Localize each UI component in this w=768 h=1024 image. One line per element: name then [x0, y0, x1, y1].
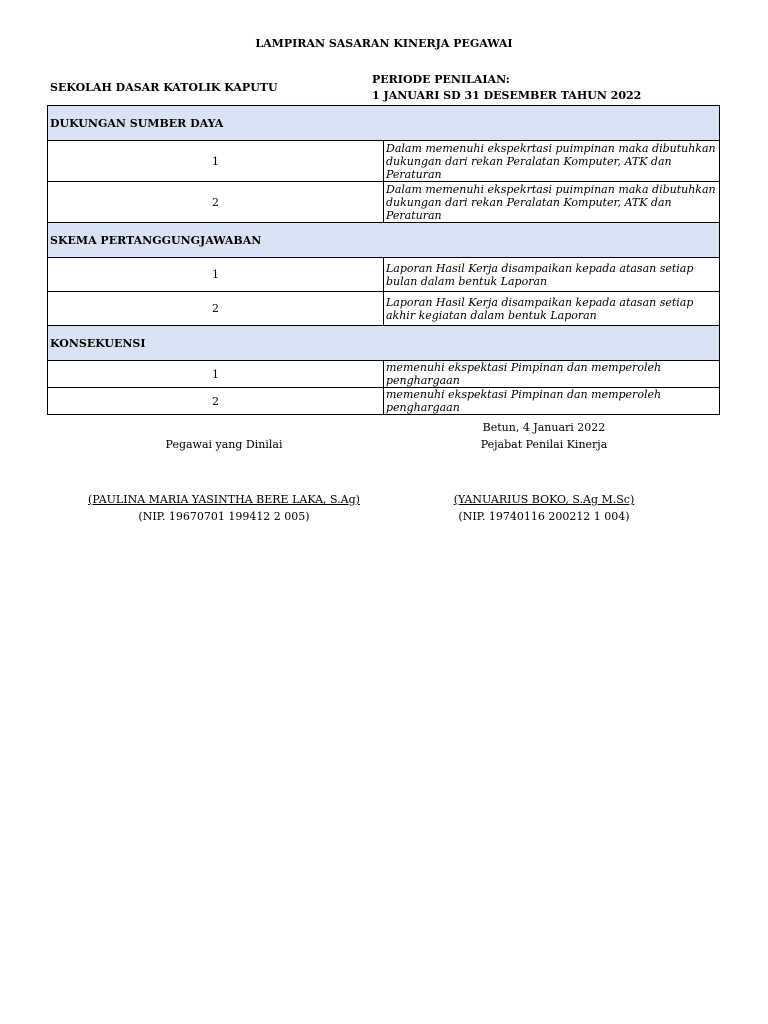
row-description: memenuhi ekspektasi Pimpinan dan memperoleh penghargaan: [384, 361, 720, 388]
table-row: [48, 388, 720, 415]
section-heading-consequences: KONSEKUENSI: [48, 326, 720, 361]
table-row: [48, 292, 720, 326]
place-date: Betun, 4 Januari 2022: [482, 421, 606, 434]
section-heading-accountability: SKEMA PERTANGGUNGJAWABAN: [48, 223, 720, 258]
period-label: PERIODE PENILAIAN:: [372, 73, 510, 86]
row-number: 2: [48, 292, 384, 326]
period-value: 1 JANUARI SD 31 DESEMBER TAHUN 2022: [372, 89, 642, 102]
row-number: 2: [48, 182, 384, 223]
row-number: 1: [48, 361, 384, 388]
row-description: Laporan Hasil Kerja disampaikan kepada atasan setiap bulan dalam bentuk Laporan: [384, 258, 720, 292]
right-signer-role: Pejabat Penilai Kinerja: [480, 438, 608, 451]
table-row: [48, 361, 720, 388]
table-row: [48, 182, 720, 223]
right-signer-name: (YANUARIUS BOKO, S.Ag M.Sc): [453, 493, 635, 506]
table-row: [48, 258, 720, 292]
row-description: Dalam memenuhi ekspekrtasi puimpinan maka dibutuhkan dukungan dari rekan Peralatan Komputer, ATK dan Peraturan: [384, 141, 720, 182]
period-block: [372, 72, 641, 104]
document-title: LAMPIRAN SASARAN KINERJA PEGAWAI: [255, 37, 513, 50]
right-signer-nip: (NIP. 19740116 200212 1 004): [458, 510, 630, 523]
row-number: 1: [48, 258, 384, 292]
left-signer-nip: (NIP. 19670701 199412 2 005): [138, 510, 310, 523]
row-description: memenuhi ekspektasi Pimpinan dan memperoleh penghargaan: [384, 388, 720, 415]
school-name: SEKOLAH DASAR KATOLIK KAPUTU: [50, 81, 278, 94]
row-description: Dalam memenuhi ekspekrtasi puimpinan maka dibutuhkan dukungan dari rekan Peralatan Komputer, ATK dan Peraturan: [384, 182, 720, 223]
left-signer-name: (PAULINA MARIA YASINTHA BERE LAKA, S.Ag): [88, 493, 360, 506]
row-description: Laporan Hasil Kerja disampaikan kepada atasan setiap akhir kegiatan dalam bentuk Laporan: [384, 292, 720, 326]
table-row: [48, 141, 720, 182]
section-heading-resources: DUKUNGAN SUMBER DAYA: [48, 106, 720, 141]
row-number: 2: [48, 388, 384, 415]
performance-table: [47, 105, 720, 415]
row-number: 1: [48, 141, 384, 182]
left-signer-role: Pegawai yang Dinilai: [165, 438, 283, 451]
